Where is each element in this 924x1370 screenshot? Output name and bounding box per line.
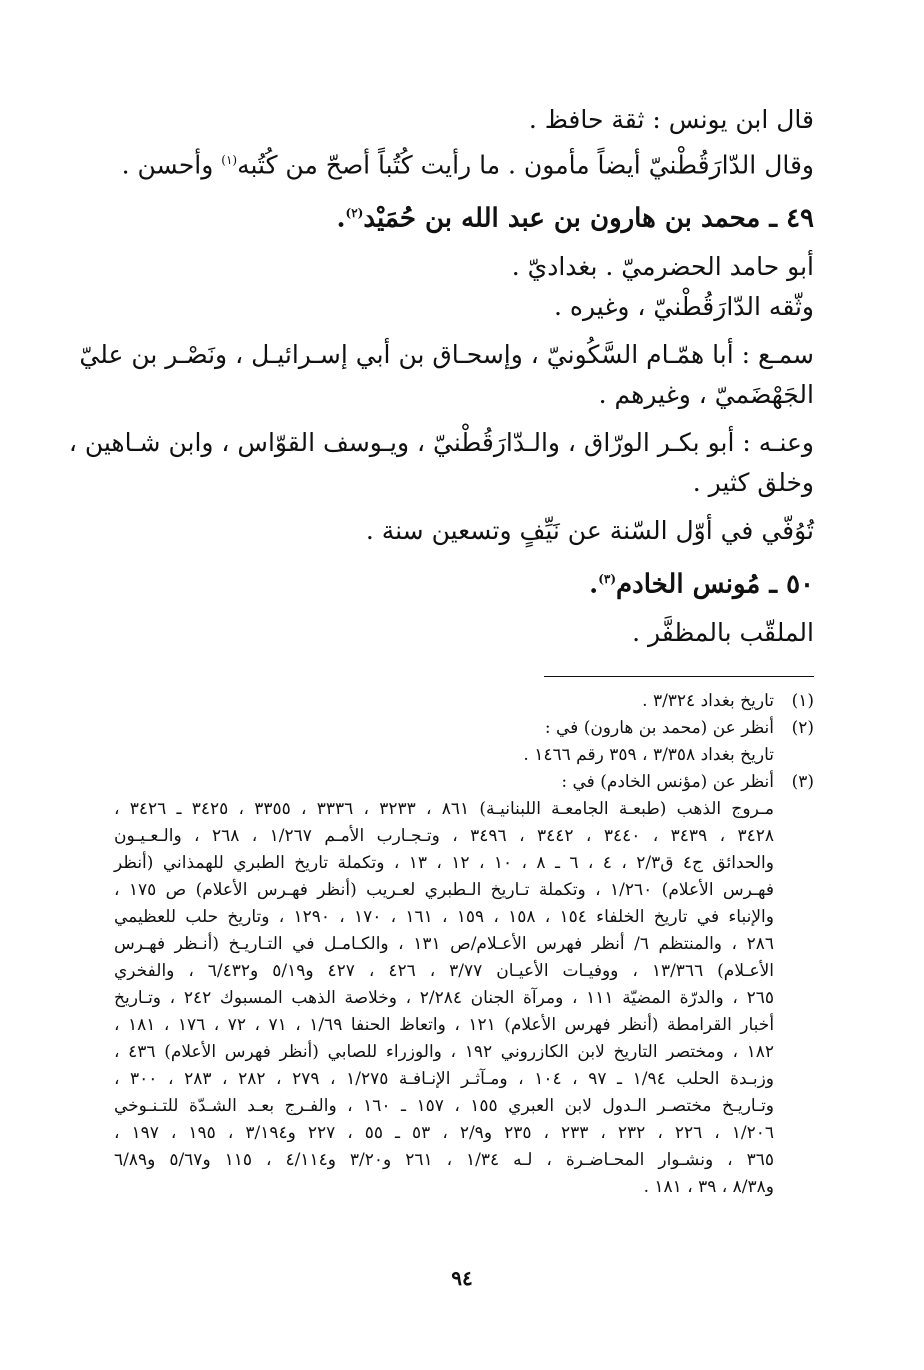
footnote-ref[interactable]: (٣) — [598, 571, 617, 586]
footnote-line: تاريخ بغداد ٣/٣٥٨ ، ٣٥٩ رقم ١٤٦٦ . — [523, 745, 774, 765]
footnotes — [114, 688, 814, 1201]
footnote-line: وزبـدة الحلب ١/٩٤ ـ ٩٧ ، ١٠٤ ، ومـآثـر الإنـافـة ١/٢٧٥ ، ٢٧٩ ، ٢٨٢ ، ٢٨٣ ، ٣٠٠ ، — [114, 1069, 774, 1089]
text-line: وثّقه الدّارَقُطْنيّ ، وغيره . — [553, 291, 814, 321]
footnote-1 — [114, 688, 814, 715]
footnote-line: أخبار القرامطة (أنظر فهرس الأعلام) ١٢١ ، واتعاظ الحنفا ١/٦٩ ، ٧١ ، ٧٢ ، ١٧٦ ، ١٨١ ، — [114, 1015, 775, 1035]
entry-heading-50: ٥٠ ـ مُونس الخادم$^{(٣)}$. — [589, 569, 814, 600]
footnote-line: وتـاريـخ مختصـر الـدول لابن العبري ١٥٥ ، ١٥٧ ـ ١٦٠ ، والفـرج بعـد الشـدّة للتـنـوخي — [114, 1096, 775, 1116]
footnote-line: والحدائق ج٤ ق٢/٣ ، ٤ ، ٦ ـ ٨ ، ١٠ ، ١٢ ، ١٣ ، وتكملة تاريخ الطبري للهمذاني (أنظر — [114, 853, 774, 873]
footnote-number: (١) — [791, 691, 814, 711]
text-line: الملقّب بالمظفَّر . — [632, 617, 814, 647]
footnote-line: ٢٦٥ ، والدرّة المضيّة ١١١ ، ومرآة الجنان ٢/٢٨٤ ، وخلاصة الذهب المسبوك ٢٤٢ ، وتـاريخ — [114, 988, 774, 1008]
text-line: الجَهْضَميّ ، وغيرهم . — [598, 379, 814, 409]
text-line: أبو حامد الحضرميّ . بغداديّ . — [511, 251, 814, 281]
footnote-line: أنظر عن (محمد بن هارون) في : — [544, 718, 774, 738]
page-number: ٩٤ — [451, 1266, 473, 1290]
footnote-line: ٣٦٥ ، ونشـوار المحـاضـرة ، لـه ١/٣٤ ، ٢٦١ و٣/٢٠ و٤/١١٤ ، ١١٥ و٥/٦٧ و٦/٨٩ — [114, 1150, 774, 1170]
text-line: سمـع : أبا همّـام السَّكُونيّ ، وإسحـاق بن أبي إسـرائيـل ، ونَصْـر بن عليّ — [79, 339, 814, 369]
footnote-ref[interactable]: (٢) — [345, 206, 364, 221]
footnote-line: ٣٤٢٨ ، ٣٤٣٩ ، ٣٤٤٠ ، ٣٤٤٢ ، ٣٤٩٦ ، وتـجـارب الأمـم ١/٢٦٧ ، ٢٦٨ ، والـعـيـون — [114, 826, 775, 846]
footnote-line: و٨/٣٨ ، ٣٩ ، ١٨١ . — [643, 1177, 774, 1197]
footnote-2 — [114, 715, 814, 769]
text-line: قال ابن يونس : ثقة حافظ . — [528, 105, 814, 134]
footnote-ref[interactable]: (١) — [221, 153, 238, 167]
footnote-number: (٣) — [791, 772, 814, 792]
main-text — [68, 100, 814, 653]
text-line: تُوُفّي في أوّل السّنة عن نَيِّفٍ وتسعين سنة . — [365, 515, 814, 545]
footnote-divider — [544, 676, 814, 677]
entry-heading-49: ٤٩ ـ محمد بن هارون بن عبد الله بن حُمَيْد$^{(٢)}$. — [336, 203, 814, 234]
text-line: وخلق كثير . — [692, 467, 814, 497]
footnote-line: ١٨٢ ، ومختصر التاريخ لابن الكازروني ١٩٢ ، والوزراء للصابي (أنظر فهرس الأعلام) ٤٣٦ ، — [114, 1042, 775, 1062]
footnote-line: ١/٢٠٦ ، ٢٢٦ ، ٢٣٢ ، ٢٣٣ ، ٢٣٥ و٢/٩ ، ٥٣ ـ ٥٥ ، ٢٢٧ و٣/١٩٤ ، ١٩٥ ، ١٩٧ ، — [114, 1123, 775, 1143]
footnote-line: أنظر عن (مؤنس الخادم) في : — [561, 772, 774, 792]
footnote-line: والإنباء في تاريخ الخلفاء ١٥٤ ، ١٥٨ ، ١٥٩ ، ١٦١ ، ١٧٠ ، ١٢٩٠ ، وتاريخ حلب للعظيمي — [114, 907, 774, 927]
footnote-line: مـروج الذهب (طبعـة الجامعـة اللبنانيـة) ٨٦١ ، ٣٢٣٣ ، ٣٣٣٦ ، ٣٣٥٥ ، ٣٤٢٥ ـ ٣٤٢٦ ، — [114, 799, 775, 819]
footnote-line: تاريخ بغداد ٣/٣٢٤ . — [642, 691, 774, 711]
text-line: وقال الدّارَقُطْنيّ أيضاً مأمون . ما رأيت كُتُباً أصحّ من كُتُبه$^{(١)}$ وأحسن . — [121, 150, 814, 180]
footnote-number: (٢) — [791, 718, 814, 738]
footnote-3 — [114, 769, 814, 1201]
footnote-line: فهـرس الأعلام) ١/٢٦٠ ، وتكملة تـاريخ الـطبري لعـريب (أنظر فهـرس الأعلام) ص ١٧٥ ، — [114, 880, 775, 900]
footnote-line: ٢٨٦ ، والمنتظم ٦/ أنظر فهرس الأعـلام/ص ١٣١ ، والكـامـل في التـاريـخ (أنـظر فهـرس — [114, 934, 774, 954]
text-line: وعنـه : أبو بكـر الورّاق ، والـدّارَقُطْنيّ ، ويـوسف القوّاس ، وابن شـاهين ، — [68, 427, 814, 457]
footnote-line: الأعـلام) ١٣/٣٦٦ ، ووفيـات الأعيـان ٣/٧٧ ، ٤٢٦ ، ٤٢٧ و٥/١٩ و٦/٤٣٢ ، والفخري — [114, 961, 775, 981]
